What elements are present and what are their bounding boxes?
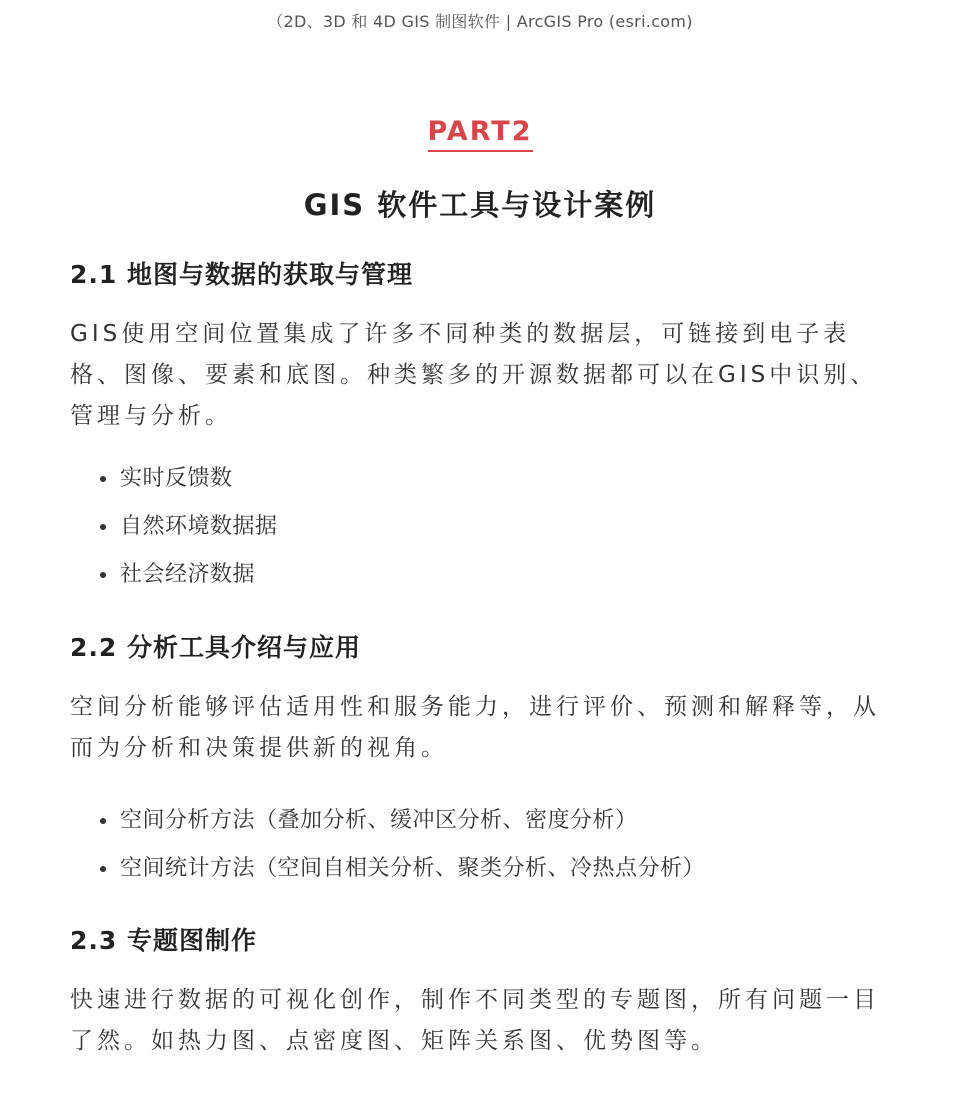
list-item: 实时反馈数: [98, 455, 278, 503]
paragraph-2-2: 空间分析能够评估适用性和服务能力，进行评价、预测和解释等，从而为分析和决策提供新的视角。: [70, 694, 880, 761]
heading-2-3: 2.3 专题图制作: [70, 926, 257, 955]
paragraph-2-3: 快速进行数据的可视化创作，制作不同类型的专题图，所有问题一目了然。如热力图、点密度图、矩阵关系图、优势图等。: [70, 987, 880, 1054]
list-item: 自然环境数据据: [98, 503, 278, 551]
list-item: 空间统计方法（空间自相关分析、聚类分析、冷热点分析）: [98, 845, 705, 893]
list-item: 空间分析方法（叠加分析、缓冲区分析、密度分析）: [98, 797, 705, 845]
bullet-icon: [100, 866, 106, 872]
section-title: GIS 软件工具与设计案例: [303, 188, 657, 222]
bullet-icon: [100, 524, 106, 530]
heading-2-1: 2.1 地图与数据的获取与管理: [70, 260, 413, 289]
bullet-list-2-2: [98, 797, 705, 893]
bullet-icon: [100, 476, 106, 482]
bullet-icon: [100, 818, 106, 824]
image-caption: （2D、3D 和 4D GIS 制图软件 | ArcGIS Pro (esri.com): [267, 12, 693, 31]
bullet-icon: [100, 572, 106, 578]
bullet-list-2-1: [98, 455, 278, 599]
paragraph-2-1: GIS使用空间位置集成了许多不同种类的数据层，可链接到电子表格、图像、要素和底图。种类繁多的开源数据都可以在GIS中识别、管理与分析。: [70, 321, 878, 429]
heading-2-2: 2.2 分析工具介绍与应用: [70, 633, 361, 662]
part-label: PART2: [428, 114, 533, 152]
part-header: [0, 114, 960, 152]
list-item: 社会经济数据: [98, 551, 278, 599]
